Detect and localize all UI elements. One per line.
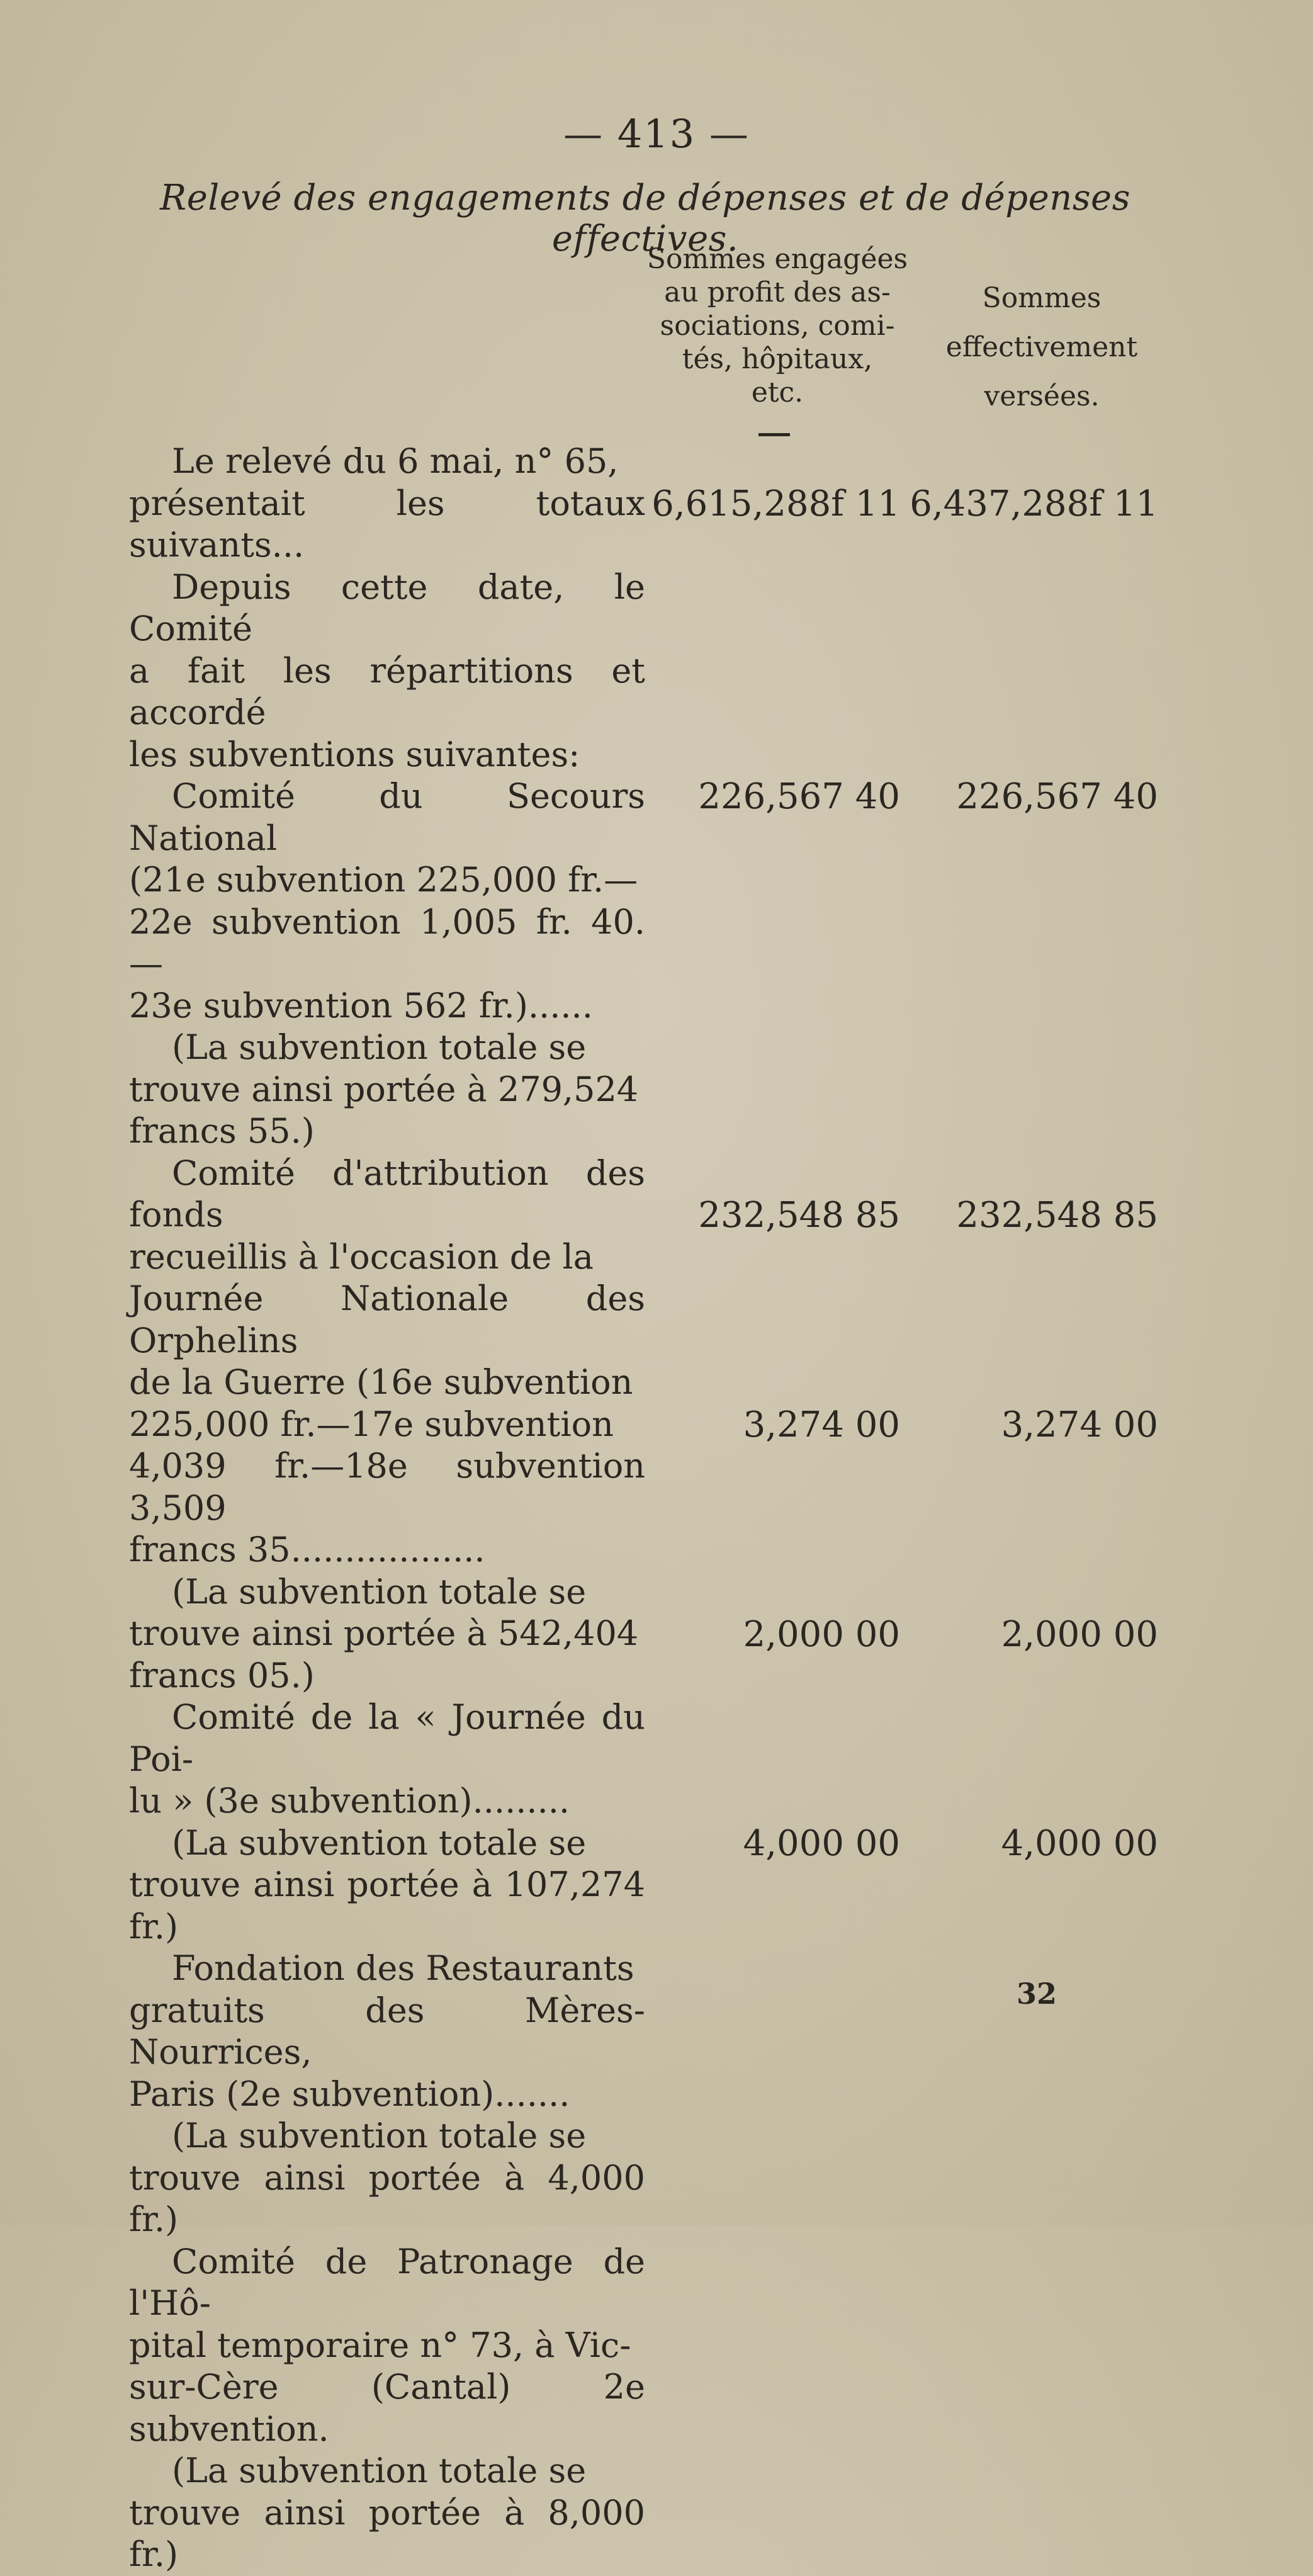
paid-amount: 3,274 00 xyxy=(1001,1404,1158,1445)
entry-line: francs 35.................. xyxy=(129,1530,485,1569)
paid-amount: 232,548 85 xyxy=(956,1195,1158,1236)
committed-amount: 3,274 00 xyxy=(743,1404,900,1445)
committed-amount: 4,000 00 xyxy=(743,1823,900,1864)
page-number: — 413 — xyxy=(563,111,750,157)
entry-line: Depuis cette date, le Comité xyxy=(129,567,645,648)
entry-line: Comité du Secours National xyxy=(129,776,645,858)
entry-line: (La subvention totale se xyxy=(172,2116,587,2155)
signature-mark: 32 xyxy=(1017,1977,1057,2011)
committed-amount: 2,000 00 xyxy=(743,1614,900,1655)
entry-text xyxy=(129,441,645,567)
entry-line: trouve ainsi portée à 8,000 fr.) xyxy=(129,2492,645,2574)
entry-line: les subventions suivantes: xyxy=(129,734,580,774)
header-rule xyxy=(758,433,790,436)
entry-line: de la Guerre (16e subvention xyxy=(129,1362,633,1402)
paid-amount: 6,437,288f 11 xyxy=(910,483,1158,524)
entry-line: Le relevé du 6 mai, n° 65, xyxy=(172,441,619,481)
entry-line: lu » (3e subvention)......... xyxy=(129,1781,570,1821)
entry-line: 23e subvention 562 fr.)...... xyxy=(129,985,593,1025)
header-line: au profit des as- xyxy=(664,276,891,308)
committed-amount: 226,567 40 xyxy=(698,776,900,817)
entry-note xyxy=(129,2450,645,2576)
entry-text xyxy=(129,776,645,1027)
entry-line: (21e subvention 225,000 fr.— xyxy=(129,860,638,900)
header-committed-sums xyxy=(636,242,919,409)
header-paid-sums xyxy=(919,274,1164,421)
entry-line: trouve ainsi portée à 542,404 xyxy=(129,1613,639,1653)
entry-note xyxy=(129,2115,645,2241)
entry-text xyxy=(129,2241,645,2451)
header-line: versées. xyxy=(984,380,1100,412)
paid-amount: 4,000 00 xyxy=(1001,1823,1158,1864)
entry-line: 225,000 fr.—17e subvention xyxy=(129,1404,614,1444)
entry-line: 22e subvention 1,005 fr. 40.— xyxy=(129,901,645,983)
header-line: effectivement xyxy=(945,331,1138,363)
entry-text xyxy=(129,1948,645,2115)
committed-amount: 232,548 85 xyxy=(698,1195,900,1236)
entry-line: recueillis à l'occasion de la xyxy=(129,1236,594,1277)
entry-line: (La subvention totale se xyxy=(172,1027,587,1067)
entry-line: Comité d'attribution des fonds xyxy=(129,1153,645,1234)
entry-line: trouve ainsi portée à 4,000 fr.) xyxy=(129,2157,645,2239)
entry-line: Paris (2e subvention)....... xyxy=(129,2074,570,2114)
entry-line: francs 05.) xyxy=(129,1655,315,1695)
header-line: etc. xyxy=(751,376,804,409)
entry-line: trouve ainsi portée à 107,274 fr.) xyxy=(129,1865,645,1946)
entry-text xyxy=(129,1153,645,1571)
entry-line: a fait les répartitions et accordé xyxy=(129,650,645,732)
entries-text xyxy=(129,441,645,2576)
header-line: sociations, comi- xyxy=(660,310,895,342)
paid-amount: 2,000 00 xyxy=(1001,1614,1158,1655)
document-title: Relevé des engagements de dépenses et de dépenses effectives. xyxy=(160,178,1130,259)
entry-text xyxy=(129,567,645,776)
entry-line: (La subvention totale se xyxy=(172,1571,587,1612)
committed-amount: 6,615,288f 11 xyxy=(651,483,900,524)
entry-note xyxy=(129,1822,645,1948)
paid-amount: 226,567 40 xyxy=(956,776,1158,817)
entry-line: Comité de la « Journée du Poi- xyxy=(129,1697,645,1779)
entry-note xyxy=(129,1027,645,1153)
header-line: Sommes engagées xyxy=(646,243,908,275)
entry-line: présentait les totaux suivants... xyxy=(129,483,645,565)
header-line: Sommes xyxy=(982,282,1102,314)
entry-line: sur-Cère (Cantal) 2e subvention. xyxy=(129,2367,645,2449)
entry-line: Fondation des Restaurants xyxy=(172,1948,634,1988)
entry-line: Comité de Patronage de l'Hô- xyxy=(129,2241,645,2323)
entry-line: trouve ainsi portée à 279,524 xyxy=(129,1069,639,1109)
entry-line: 4,039 fr.—18e subvention 3,509 xyxy=(129,1446,645,1528)
header-line: tés, hôpitaux, xyxy=(682,343,873,375)
entry-line: Journée Nationale des Orphelins xyxy=(129,1279,645,1360)
entry-line: gratuits des Mères-Nourrices, xyxy=(129,1990,645,2072)
entry-line: (La subvention totale se xyxy=(172,1822,587,1863)
entry-text xyxy=(129,1697,645,1822)
entry-line: (La subvention totale se xyxy=(172,2451,587,2490)
entry-line: pital temporaire n° 73, à Vic- xyxy=(129,2325,631,2365)
entry-line: francs 55.) xyxy=(129,1111,315,1151)
entry-note xyxy=(129,1571,645,1697)
